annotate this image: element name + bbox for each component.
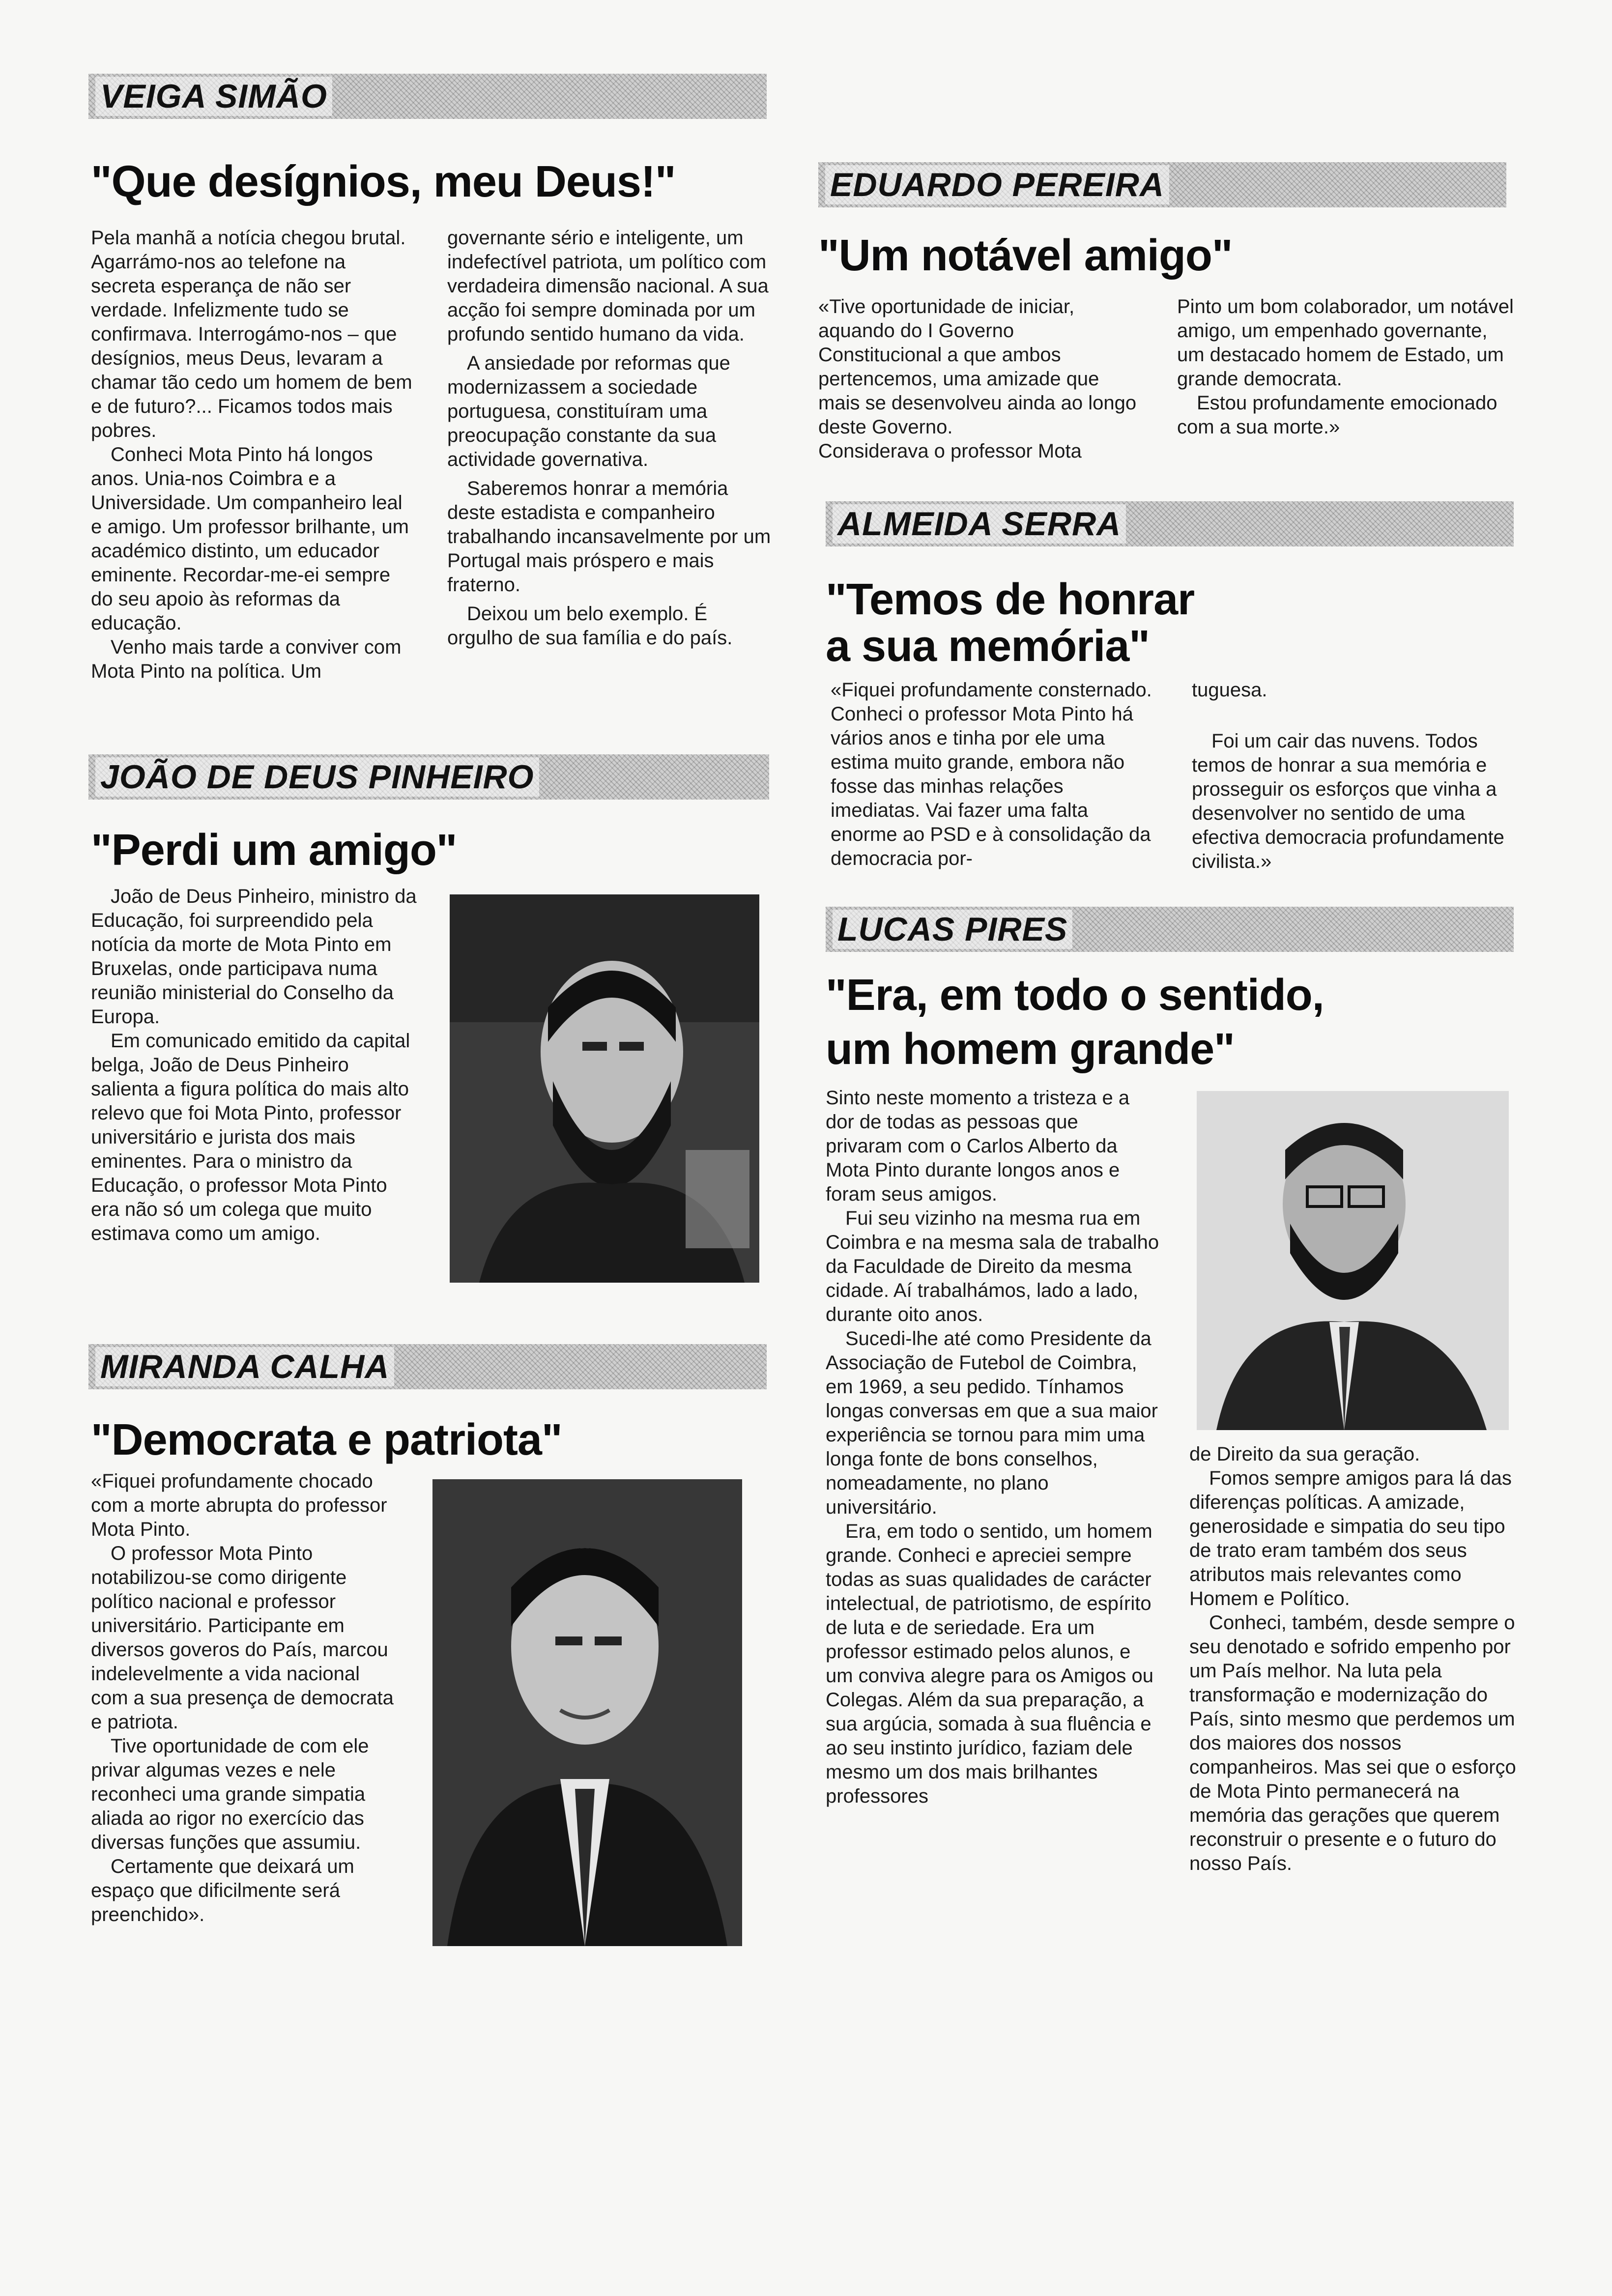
paragraph: Conheci, também, desde sempre o seu denotado e sofrido empenho por um País melhor. Na luta pela transformação e modernização do País, sinto mesmo que perdemos um dos maiores dos nossos companheiros. Mas sei que o esforço de Mota Pinto permanecerá na memória das gerações que querem reconstruir o presente e o futuro do nosso País. (1189, 1612, 1516, 1874)
kicker-joao-de-deus-pinheiro (88, 754, 769, 800)
miranda-col-1 (91, 1469, 396, 1927)
paragraph: Deixou um belo exemplo. É orgulho de sua família e do país. (447, 603, 733, 649)
kicker-almeida-serra-text: ALMEIDA SERRA (833, 504, 1126, 544)
paragraph: Certamente que deixará um espaço que dificilmente será preenchido». (91, 1856, 354, 1925)
paragraph: Estou profundamente emocionado com a sua morte.» (1177, 392, 1497, 438)
paragraph: Venho mais tarde a conviver com Mota Pinto na política. Um (91, 636, 402, 682)
joao-col-1 (91, 885, 420, 1246)
photo-joao-de-deus-pinheiro (450, 894, 759, 1283)
kicker-miranda-calha (88, 1344, 767, 1389)
paragraph: Tive oportunidade de com ele privar algumas vezes e nele reconheci uma grande simpatia aliada ao rigor no exercício das diversas funções que assumiu. (91, 1735, 369, 1853)
kicker-miranda-calha-text: MIRANDA CALHA (95, 1347, 394, 1386)
paragraph: «Fiquei profundamente chocado com a morte abrupta do professor Mota Pinto. (91, 1470, 387, 1540)
kicker-joao-de-deus-pinheiro-text: JOÃO DE DEUS PINHEIRO (95, 757, 539, 797)
paragraph: Considerava o professor Mota (818, 440, 1082, 462)
veiga-col-2 (447, 226, 772, 650)
paragraph: Pinto um bom colaborador, um notável amigo, um empenhado governante, um destacado homem de Estado, um grande democrata. (1177, 296, 1514, 390)
kicker-eduardo-pereira (818, 162, 1506, 207)
kicker-veiga-simao (88, 74, 767, 119)
paragraph: «Tive oportunidade de iniciar, aquando do I Governo Constitucional a que ambos pertencemos, uma amizade que mais se desenvolveu ainda ao longo deste Governo. (818, 296, 1137, 438)
eduardo-col-2 (1177, 295, 1516, 439)
paragraph: Em comunicado emitido da capital belga, João de Deus Pinheiro salienta a figura política do mais alto relevo que foi Mota Pinto, professor universitário e jurista dos mais eminentes. Para o ministro da Educação, o professor Mota Pinto era não só um colega que muito estimava como um amigo. (91, 1030, 410, 1244)
paragraph: tuguesa. (1192, 679, 1267, 701)
paragraph: Sinto neste momento a tristeza e a dor de todas as pessoas que privaram com o Carlos Alberto da Mota Pinto durante longos anos e foram seus amigos. (826, 1087, 1130, 1205)
lucas-col-2 (1189, 1442, 1519, 1876)
headline-almeida-serra-line-1: "Temos de honrar (826, 575, 1195, 624)
paragraph: «Fiquei profundamente consternado. Conheci o professor Mota Pinto há vários anos e tinha por ele uma estima muito grande, embora não fosse das minhas relações imediatas. Vai fazer uma falta enorme ao PSD e à consolidação da democracia por- (831, 679, 1152, 869)
headline-joao-de-deus-pinheiro: "Perdi um amigo" (91, 826, 457, 875)
paragraph: Sucedi-lhe até como Presidente da Associação de Futebol de Coimbra, em 1969, a seu pedido. Tínhamos longas conversas em que a sua maior experiência se tornou para mim uma longa fonte de bons conselhos, nomeadamente, no plano universitário. (826, 1328, 1158, 1518)
almeida-col-1 (831, 678, 1155, 871)
kicker-almeida-serra (826, 501, 1514, 546)
kicker-veiga-simao-text: VEIGA SIMÃO (95, 77, 332, 116)
paragraph: Conheci Mota Pinto há longos anos. Unia-nos Coimbra e a Universidade. Um companheiro leal e amigo. Um professor brilhante, um académico distinto, um educador eminente. Recordar-me-ei sempre do seu apoio às reformas da educação. (91, 444, 409, 634)
headline-eduardo-pereira: "Um notável amigo" (818, 231, 1233, 280)
paragraph: A ansiedade por reformas que modernizassem a sociedade portuguesa, constituíram uma preocupação constante da sua actividade governativa. (447, 352, 730, 470)
kicker-lucas-pires (826, 907, 1514, 952)
headline-veiga-simao: "Que desígnios, meu Deus!" (91, 157, 676, 206)
paragraph: O professor Mota Pinto notabilizou-se como dirigente político nacional e professor universitário. Participante em diversos goveros do País, marcou indelevelmente a vida nacional com a sua presença de democrata e patriota. (91, 1543, 394, 1733)
paragraph: governante sério e inteligente, um indefectível patriota, um político com verdadeira dimensão nacional. A sua acção foi sempre dominada por um profundo sentido humano da vida. (447, 227, 769, 345)
paragraph: Pela manhã a notícia chegou brutal. Agarrámo-nos ao telefone na secreta esperança de não ser verdade. Infelizmente tudo se confirmava. Interrogámo-nos – que desígnios, meus Deus, levaram a chamar tão cedo um homem de bem e de futuro?... Ficamos todos mais pobres. (91, 227, 412, 441)
headline-miranda-calha: "Democrata e patriota" (91, 1415, 562, 1464)
veiga-col-1 (91, 226, 415, 684)
paragraph: de Direito da sua geração. (1189, 1443, 1420, 1465)
paragraph: Saberemos honrar a memória deste estadista e companheiro trabalhando incansavelmente por um Portugal mais próspero e mais fraterno. (447, 478, 771, 596)
almeida-col-2 (1192, 678, 1516, 874)
headline-lucas-pires-line-1: "Era, em todo o sentido, (826, 971, 1324, 1020)
headline-lucas-pires-line-2: um homem grande" (826, 1025, 1235, 1074)
photo-lucas-pires (1197, 1091, 1509, 1430)
paragraph: Fomos sempre amigos para lá das diferenças políticas. A amizade, generosidade e simpatia do seu tipo de trato eram também dos seus atributos mais relevantes como Homem e Político. (1189, 1467, 1512, 1609)
kicker-lucas-pires-text: LUCAS PIRES (833, 910, 1072, 949)
eduardo-col-1 (818, 295, 1143, 463)
headline-almeida-serra-line-2: a sua memória" (826, 622, 1150, 671)
paragraph: Era, em todo o sentido, um homem grande. Conheci e apreciei sempre todas as suas qualidades de carácter intelectual, de patriotismo, de espírito de luta e de seriedade. Era um professor estimado pelos alunos, e um conviva alegre para os Amigos ou Colegas. Além da sua preparação, a sua argúcia, somada à sua fluência e ao seu instinto jurídico, faziam dele mesmo um dos mais brilhantes professores (826, 1521, 1154, 1807)
paragraph: Foi um cair das nuvens. Todos temos de honrar a sua memória e prosseguir os esforços que vinha a desenvolver no sentido de uma efectiva democracia profundamente civilista.» (1192, 730, 1504, 872)
lucas-col-1 (826, 1086, 1160, 1808)
paragraph: João de Deus Pinheiro, ministro da Educação, foi surpreendido pela notícia da morte de Mota Pinto em Bruxelas, onde participava numa reunião ministerial do Conselho da Europa. (91, 886, 417, 1028)
photo-miranda-calha (432, 1479, 742, 1946)
kicker-eduardo-pereira-text: EDUARDO PEREIRA (825, 165, 1169, 204)
paragraph: Fui seu vizinho na mesma rua em Coimbra e na mesma sala de trabalho da Faculdade de Direito da mesma cidade. Aí trabalhámos, lado a lado, durante oito anos. (826, 1207, 1159, 1325)
